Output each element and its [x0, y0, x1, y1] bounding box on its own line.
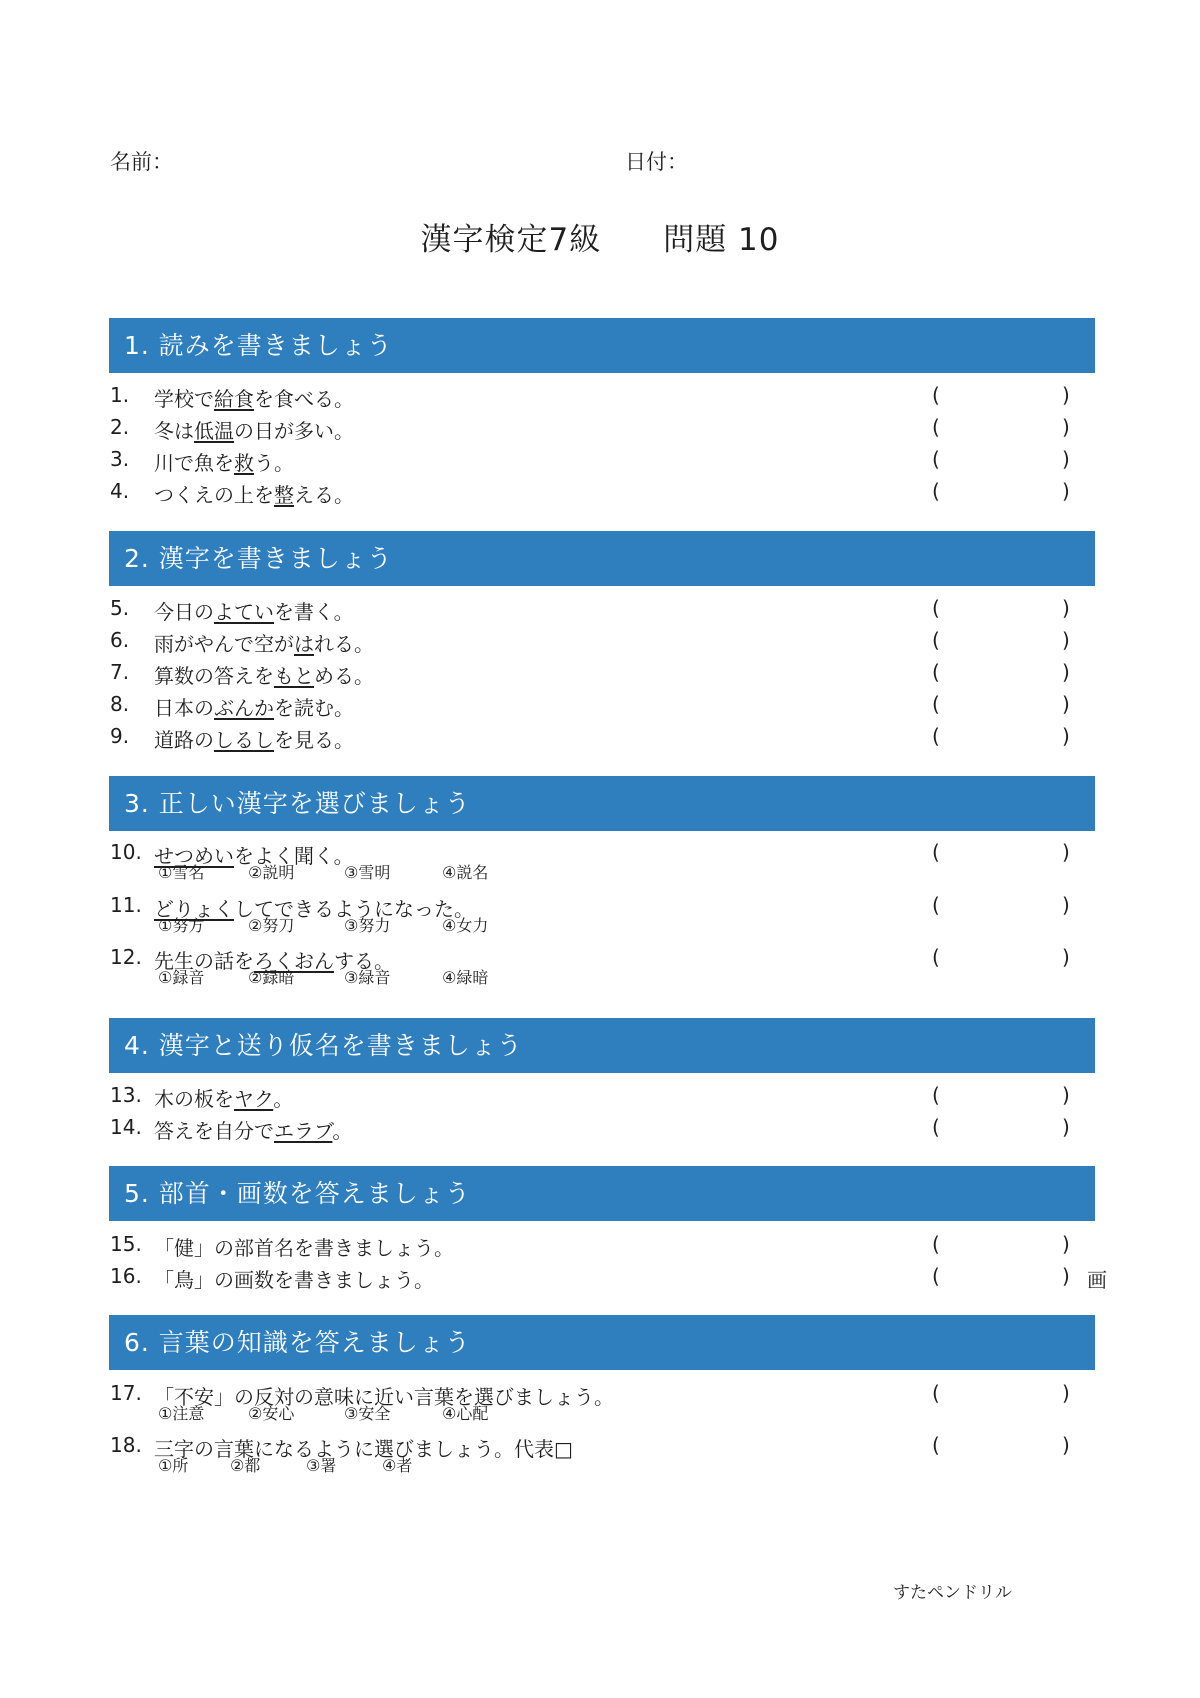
question-text-post: める。 — [314, 664, 374, 688]
answer-blank[interactable] — [946, 447, 1056, 473]
question-text-post: の日が多い。 — [234, 419, 354, 443]
section-header-2: 2. 漢字を書きましょう — [109, 531, 1095, 586]
question-text-post: える。 — [294, 483, 354, 507]
answer-paren-open: ( — [932, 660, 940, 684]
question-text — [154, 383, 354, 412]
name-label: 名前： — [110, 150, 173, 174]
answer-paren-close: ) — [1062, 1115, 1070, 1139]
question-text-post: してできるようになった。 — [234, 897, 474, 921]
question-target: せつめい — [154, 844, 234, 868]
answer-blank[interactable] — [946, 893, 1056, 919]
question-number: 15. — [110, 1232, 142, 1256]
question-number: 14. — [110, 1115, 142, 1139]
answer-paren-open: ( — [932, 692, 940, 716]
question-row-14 — [110, 1115, 1110, 1155]
question-target: どりょく — [154, 897, 234, 921]
question-text — [154, 447, 294, 476]
question-number: 12. — [110, 945, 142, 969]
worksheet-title — [0, 214, 1200, 259]
question-target: 整 — [274, 483, 294, 507]
answer-blank[interactable] — [946, 1381, 1056, 1407]
question-text — [154, 1115, 352, 1144]
section-header-5: 5. 部首・画数を答えましょう — [109, 1166, 1095, 1221]
question-number: 3. — [110, 447, 130, 471]
answer-paren-close: ) — [1062, 1083, 1070, 1107]
answer-paren-open: ( — [932, 383, 940, 407]
section-header-3: 3. 正しい漢字を選びましょう — [109, 776, 1095, 831]
question-text — [154, 724, 354, 753]
answer-option-4[interactable]: ④女力 — [442, 916, 489, 935]
answer-paren-close: ) — [1062, 660, 1070, 684]
question-text-pre: 「鳥」の画数を書きましょう。 — [154, 1268, 434, 1292]
question-text-post: をよく聞く。 — [234, 844, 354, 868]
footer-brand: すたペンドリル — [893, 1583, 1012, 1603]
question-text — [154, 1232, 454, 1261]
question-target: しるし — [214, 728, 274, 752]
answer-paren-open: ( — [932, 1232, 940, 1256]
answer-paren-open: ( — [932, 447, 940, 471]
section-header-4: 4. 漢字と送り仮名を書きましょう — [109, 1018, 1095, 1073]
answer-paren-open: ( — [932, 1433, 940, 1457]
question-text-post: を見る。 — [274, 728, 354, 752]
question-target: よてい — [214, 600, 274, 624]
question-number: 11. — [110, 893, 142, 917]
title-main: 漢字検定7級 — [420, 222, 602, 258]
answer-paren-close: ) — [1062, 628, 1070, 652]
answer-paren-close: ) — [1062, 945, 1070, 969]
question-text-pre: 道路の — [154, 728, 214, 752]
answer-paren-open: ( — [932, 840, 940, 864]
question-row-16 — [110, 1264, 1110, 1304]
question-row-9 — [110, 724, 1110, 764]
question-number: 18. — [110, 1433, 142, 1457]
question-number: 1. — [110, 383, 130, 407]
answer-option-1[interactable]: ①雪名 — [158, 863, 205, 882]
question-text-pre: 今日の — [154, 600, 214, 624]
answer-blank[interactable] — [946, 383, 1056, 409]
answer-paren-open: ( — [932, 415, 940, 439]
answer-blank[interactable] — [946, 1433, 1056, 1459]
question-number: 16. — [110, 1264, 142, 1288]
answer-paren-close: ) — [1062, 447, 1070, 471]
question-text-pre: 川で魚を — [154, 451, 234, 475]
question-text-pre: 木の板を — [154, 1087, 234, 1111]
question-text-pre: 「健」の部首名を書きましょう。 — [154, 1236, 454, 1260]
answer-blank[interactable] — [946, 1083, 1056, 1109]
answer-paren-open: ( — [932, 596, 940, 620]
question-text — [154, 479, 354, 508]
answer-blank[interactable] — [946, 840, 1056, 866]
question-text-pre: 三字の言葉になるように選びましょう。代表□ — [154, 1437, 573, 1461]
answer-option-3[interactable]: ③署 — [306, 1456, 337, 1475]
question-text — [154, 692, 354, 721]
question-number: 13. — [110, 1083, 142, 1107]
question-text-post: を食べる。 — [254, 387, 354, 411]
question-text-pre: 答えを自分で — [154, 1119, 274, 1143]
section-header-1: 1. 読みを書きましょう — [109, 318, 1095, 373]
answer-paren-open: ( — [932, 893, 940, 917]
answer-option-4[interactable]: ④心配 — [442, 1404, 489, 1423]
answer-paren-close: ) — [1062, 479, 1070, 503]
question-text — [154, 596, 354, 625]
answer-blank[interactable] — [946, 724, 1056, 750]
question-target: ヤク — [234, 1087, 274, 1111]
question-text-post: する。 — [334, 949, 394, 973]
question-row-12 — [110, 945, 1110, 985]
question-text-post: 。 — [273, 1087, 294, 1111]
answer-paren-close: ) — [1062, 1232, 1070, 1256]
answer-paren-close: ) — [1062, 1381, 1070, 1405]
answer-paren-open: ( — [932, 1381, 940, 1405]
question-number: 7. — [110, 660, 130, 684]
answer-option-2[interactable]: ②録暗 — [248, 968, 295, 987]
answer-paren-close: ) — [1062, 1433, 1070, 1457]
question-text-pre: 算数の答えを — [154, 664, 274, 688]
question-number: 2. — [110, 415, 130, 439]
answer-option-4[interactable]: ④説名 — [442, 863, 489, 882]
answer-option-1[interactable]: ①録音 — [158, 968, 205, 987]
question-text — [154, 1083, 293, 1112]
question-row-11 — [110, 893, 1110, 933]
question-text-post: れる。 — [314, 632, 374, 656]
answer-paren-open: ( — [932, 628, 940, 652]
answer-option-1[interactable]: ①注意 — [158, 1404, 205, 1423]
answer-paren-close: ) — [1062, 1264, 1070, 1288]
answer-paren-close: ) — [1062, 893, 1070, 917]
answer-option-2[interactable]: ②都 — [230, 1456, 261, 1475]
answer-blank[interactable] — [946, 596, 1056, 622]
question-target: エラブ — [274, 1119, 333, 1143]
answer-option-3[interactable]: ③努力 — [344, 916, 391, 935]
answer-paren-open: ( — [932, 1264, 940, 1288]
question-number: 4. — [110, 479, 130, 503]
answer-blank[interactable] — [946, 1232, 1056, 1258]
answer-blank[interactable] — [946, 628, 1056, 654]
answer-option-3[interactable]: ③緑音 — [344, 968, 391, 987]
answer-blank[interactable] — [946, 415, 1056, 441]
answer-option-2[interactable]: ②安心 — [248, 1404, 295, 1423]
question-target: 低温 — [194, 419, 234, 443]
question-number: 6. — [110, 628, 130, 652]
question-text — [154, 415, 354, 444]
answer-blank[interactable] — [946, 1115, 1056, 1141]
question-row-10 — [110, 840, 1110, 880]
question-target: ぶんか — [214, 696, 274, 720]
answer-paren-close: ) — [1062, 415, 1070, 439]
question-target: 救 — [234, 451, 254, 475]
answer-blank[interactable] — [946, 1264, 1056, 1290]
answer-option-4[interactable]: ④者 — [382, 1456, 413, 1475]
answer-paren-close: ) — [1062, 724, 1070, 748]
answer-option-3[interactable]: ③雪明 — [344, 863, 391, 882]
question-text — [154, 1264, 434, 1293]
question-text-pre: 冬は — [154, 419, 194, 443]
answer-paren-close: ) — [1062, 383, 1070, 407]
question-target: ろくおん — [254, 949, 334, 973]
question-row-17 — [110, 1381, 1110, 1421]
question-target: は — [294, 632, 314, 656]
date-label: 日付： — [625, 150, 688, 174]
section-header-6: 6. 言葉の知識を答えましょう — [109, 1315, 1095, 1370]
question-target: 給食 — [214, 387, 254, 411]
question-text — [154, 660, 374, 689]
answer-paren-open: ( — [932, 724, 940, 748]
answer-paren-open: ( — [932, 945, 940, 969]
question-text-pre: 「不安」の反対の意味に近い言葉を選びましょう。 — [154, 1385, 614, 1409]
answer-option-2[interactable]: ②説明 — [248, 863, 295, 882]
answer-blank[interactable] — [946, 692, 1056, 718]
answer-paren-open: ( — [932, 1115, 940, 1139]
answer-option-1[interactable]: ①所 — [158, 1456, 189, 1475]
question-number: 8. — [110, 692, 130, 716]
answer-blank[interactable] — [946, 945, 1056, 971]
answer-paren-open: ( — [932, 1083, 940, 1107]
answer-option-1[interactable]: ①努方 — [158, 916, 205, 935]
question-number: 9. — [110, 724, 130, 748]
question-text-post: を読む。 — [274, 696, 354, 720]
answer-option-3[interactable]: ③安全 — [344, 1404, 391, 1423]
question-text-pre: 先生の話を — [154, 949, 254, 973]
question-text — [154, 1433, 573, 1462]
question-text-pre: つくえの上を — [154, 483, 274, 507]
question-text — [154, 628, 374, 657]
question-text-post: う。 — [254, 451, 294, 475]
answer-option-2[interactable]: ②努刀 — [248, 916, 295, 935]
answer-option-4[interactable]: ④緑暗 — [442, 968, 489, 987]
question-text-pre: 雨がやんで空が — [154, 632, 294, 656]
answer-blank[interactable] — [946, 660, 1056, 686]
question-text-pre: 日本の — [154, 696, 214, 720]
answer-unit: 画 — [1087, 1268, 1107, 1292]
question-number: 17. — [110, 1381, 142, 1405]
answer-blank[interactable] — [946, 479, 1056, 505]
question-number: 10. — [110, 840, 142, 864]
answer-paren-close: ) — [1062, 840, 1070, 864]
answer-paren-close: ) — [1062, 596, 1070, 620]
answer-paren-open: ( — [932, 479, 940, 503]
question-text-pre: 学校で — [154, 387, 214, 411]
question-text-post: 。 — [332, 1119, 353, 1143]
question-number: 5. — [110, 596, 130, 620]
question-row-18 — [110, 1433, 1110, 1473]
question-text-post: を書く。 — [274, 600, 354, 624]
answer-paren-close: ) — [1062, 692, 1070, 716]
title-sub: 問題 10 — [663, 222, 780, 258]
question-target: もと — [274, 664, 314, 688]
question-row-4 — [110, 479, 1110, 519]
